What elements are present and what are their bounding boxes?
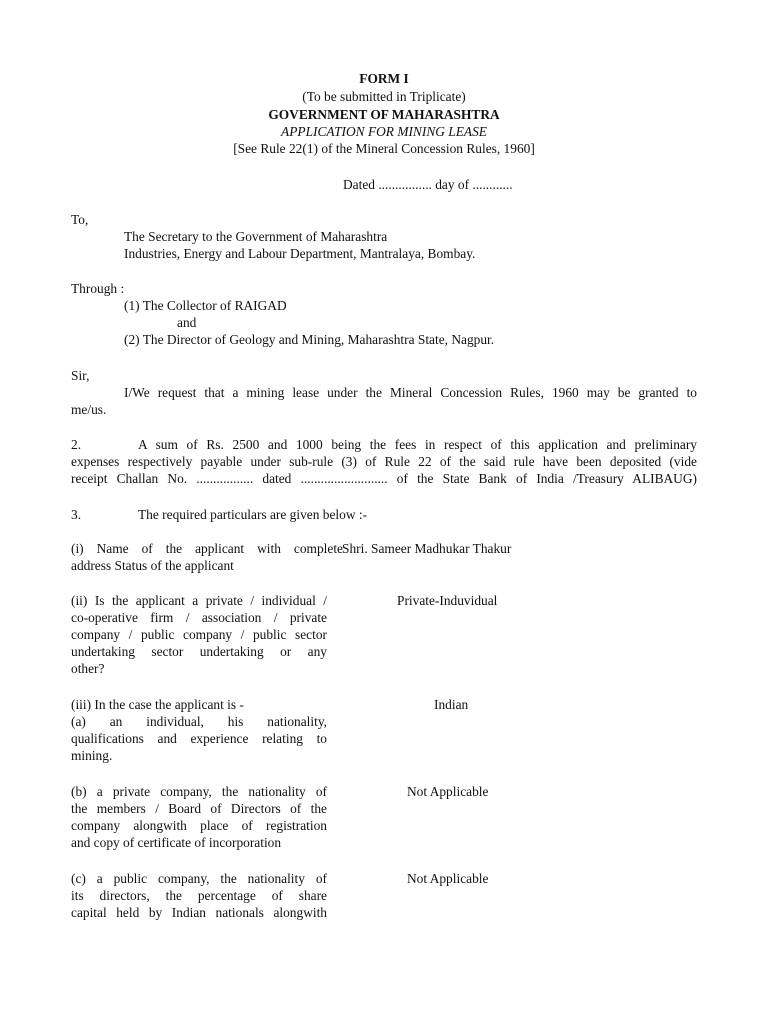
item-ii-line: co-operative firm / association / private — [71, 610, 327, 625]
para3-number: 3. — [71, 507, 82, 522]
para2-line-3: receipt Challan No. ................. dated .......................... of the State Bank of India /Treasury ALIBAUG) — [71, 471, 697, 486]
para1-line-2: me/us. — [71, 402, 107, 417]
item-ii-answer: Private-Induvidual — [397, 593, 498, 608]
para3-text: The required particulars are given below :- — [138, 507, 368, 522]
item-b-line: company alongwith place of registration — [71, 818, 327, 833]
to-label: To, — [71, 212, 89, 227]
salutation: Sir, — [71, 368, 90, 383]
para2-line-2: expenses respectively payable under sub-rule (3) of Rule 22 of the said rule have been deposited (vide — [71, 454, 697, 469]
item-c-line: capital held by Indian nationals alongwith — [71, 905, 327, 920]
form-title: FORM I — [359, 71, 409, 86]
through-line-1: (1) The Collector of RAIGAD — [124, 298, 287, 313]
item-i-question-line-1: (i) Name of the applicant with complete — [71, 541, 343, 556]
para2-line-1: A sum of Rs. 2500 and 1000 being the fees in respect of this application and preliminary — [138, 437, 697, 452]
item-c-question — [71, 870, 327, 921]
item-iii-line: mining. — [71, 748, 113, 763]
item-i-question-line-2: address Status of the applicant — [71, 558, 234, 573]
through-line-2: (2) The Director of Geology and Mining, Maharashtra State, Nagpur. — [124, 332, 495, 347]
item-iii-question-line-1: (iii) In the case the applicant is - — [71, 697, 244, 712]
government-heading: GOVERNMENT OF MAHARASHTRA — [268, 107, 500, 122]
addressee-line-2: Industries, Energy and Labour Department, Mantralaya, Bombay. — [124, 246, 476, 261]
item-ii-line: company / public company / public sector — [71, 627, 327, 642]
para1-line-1: I/We request that a mining lease under the Mineral Concession Rules, 1960 may be granted to — [124, 385, 697, 400]
dated-line: Dated ................ day of ............ — [343, 177, 513, 192]
item-ii-line: other? — [71, 661, 105, 676]
item-c-line: its directors, the percentage of share — [71, 888, 327, 903]
item-b-line: the members / Board of Directors of the — [71, 801, 327, 816]
item-ii-line: (ii) Is the applicant a private / individual / — [71, 593, 327, 608]
item-iii-answer: Indian — [434, 697, 469, 712]
through-and: and — [177, 315, 197, 330]
para2-number: 2. — [71, 437, 82, 452]
item-b-answer: Not Applicable — [407, 784, 489, 799]
submission-note: (To be submitted in Triplicate) — [302, 89, 466, 104]
item-c-line: (c) a public company, the nationality of — [71, 871, 327, 886]
addressee-line-1: The Secretary to the Government of Maharashtra — [124, 229, 388, 244]
item-ii-question — [71, 592, 327, 677]
rule-reference: [See Rule 22(1) of the Mineral Concession Rules, 1960] — [233, 141, 535, 156]
item-ii-line: undertaking sector undertaking or any — [71, 644, 327, 659]
item-b-question — [71, 783, 327, 851]
through-label: Through : — [71, 281, 125, 296]
item-iii-line: qualifications and experience relating to — [71, 731, 327, 746]
item-b-line: (b) a private company, the nationality of — [71, 784, 327, 799]
application-title: APPLICATION FOR MINING LEASE — [281, 124, 487, 139]
item-i-answer: Shri. Sameer Madhukar Thakur — [342, 541, 512, 556]
item-iii-line: (a) an individual, his nationality, — [71, 714, 327, 729]
item-iii-a-question — [71, 713, 327, 764]
item-b-line: and copy of certificate of incorporation — [71, 835, 282, 850]
item-c-answer: Not Applicable — [407, 871, 489, 886]
